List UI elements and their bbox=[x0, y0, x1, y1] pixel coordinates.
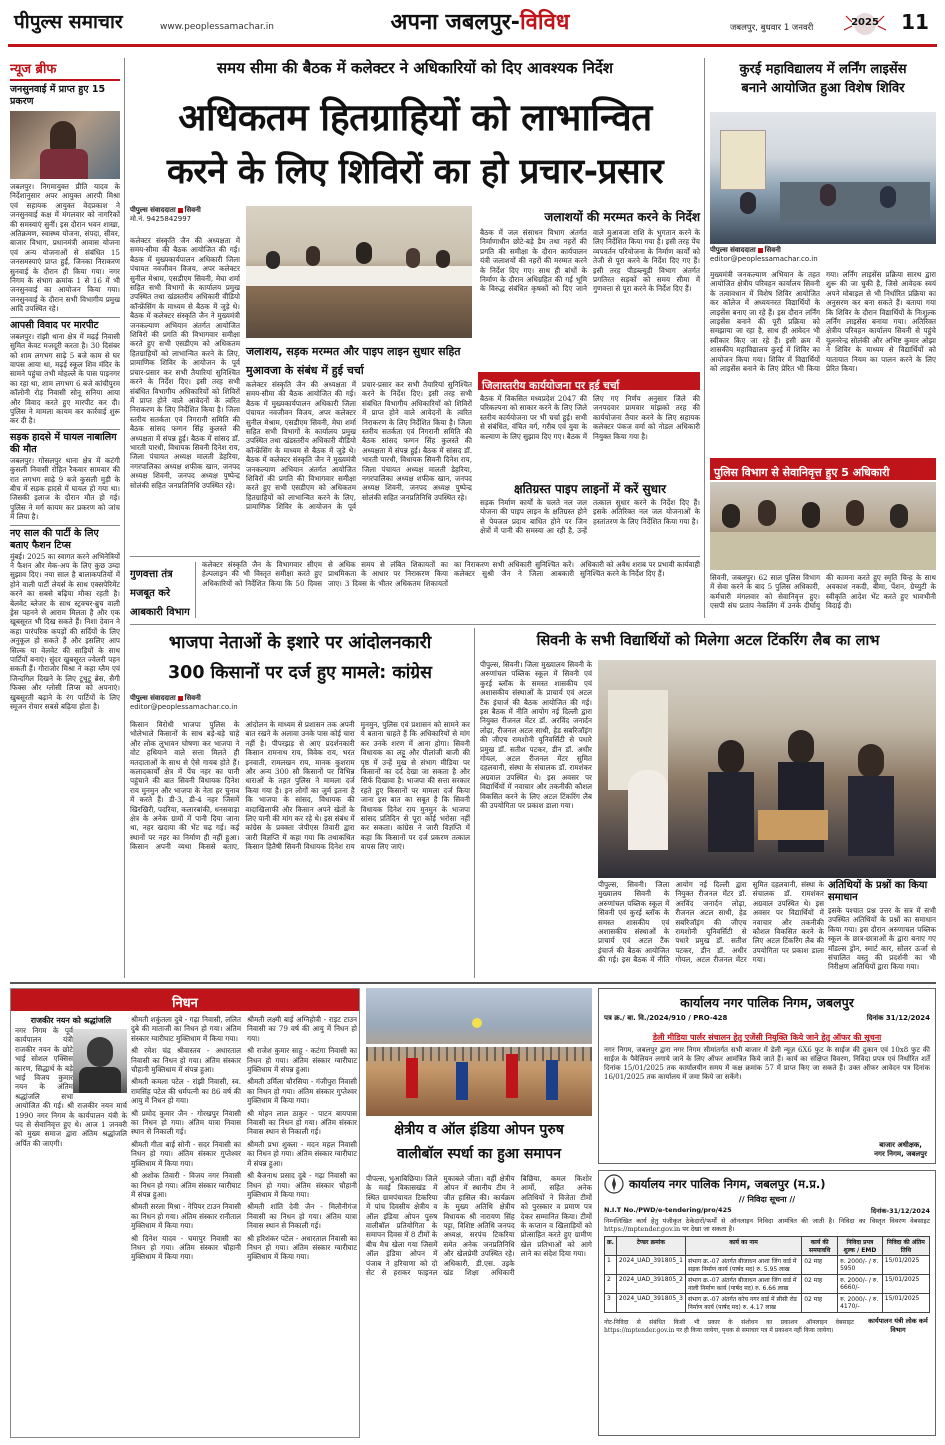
table-cell: 02 माह bbox=[802, 1275, 838, 1294]
bjp-byline-email: editor@peoplessamachar.co.in bbox=[130, 703, 238, 711]
tender-header: कार्य का नाम bbox=[686, 1237, 802, 1256]
notice-2-title: कार्यालय नगर पालिक निगम, जबलपुर (म.प्र.) bbox=[629, 1176, 826, 1191]
kurai-body: मुख्यमंत्री जनकल्याण अभियान के तहत आयोजित क्षेत्रीय परिवहन कार्यालय सिवनी के तत्वावधान में विशेष शिविर आयोजित कर कॉलेज में अध्ययनरत विद्यार्थियों के लाइसेंस बनाए जा रहे हैं। इस दौरान लर्निंग लाइसेंस बनाने की पूरी प्रक्रिया को समझाया जा रहा है, साथ ही आवेदन भी स्वीकार किए जा रहे हैं। इसी क्रम में शासकीय महाविद्यालय कुरई में शिविर का आयोजन किया गया। शिविर में विद्यार्थियों को लाइसेंस बनाने के लिए प्रेरित भी किया गया। लर्निंग लाइसेंस प्रक्रिया सारथ द्वारा शुरू की जा चुकी है, जिसे आवेदक स्वयं अपने मोबाइल से भी निर्धारित प्रक्रिया का अनुसरण कर बना सकते हैं। बताया गया कि शिविर के दौरान विद्यार्थियों के निःशुल्क लर्निंग लाइसेंस बनाया गया। अतिरिक्त क्षेत्रीय परिवहन कार्यालय सिवनी से पहुंचे यूलनरेन्द्र सोलंकी और अभिष्ट कुमार ओझा ने शिविर के माध्यम से विद्यार्थियों को यातायात नियम का पालन करने के लिए प्रेरित किया। bbox=[710, 270, 936, 374]
table-cell: रु. 2000/- / रु. 5950 bbox=[838, 1256, 883, 1275]
brief-3-body: जबलपुर। गोसलपुर थाना क्षेत्र में कटंगी कुसली निवासी रोहित रैकवार सामवार की रात लगभग साढ़े 9 बजे कुसली मुड़ी के बीच में सड़क हादसे में घायल हो गया था। जिसकी इलाज के दौरान मौत हो गई। पुलिस ने मर्ग कायम कर प्रकरण को जांच में लिया है। bbox=[10, 455, 120, 522]
table-cell: 2 bbox=[605, 1275, 617, 1294]
nidhan-entry: श्री बैजनाथ प्रसाद दुबे - गढ़ा निवासी का निधन हो गया। अंतिम संस्कार चौहानी मुक्तिधाम में किया गया। bbox=[247, 1171, 357, 1199]
notice-2 bbox=[598, 1170, 936, 1436]
section-rule-2 bbox=[130, 624, 936, 625]
police-headline: पुलिस विभाग से सेवानिवृत्त हुए 5 अधिकारी bbox=[714, 466, 890, 479]
table-row bbox=[605, 1275, 930, 1294]
atal-side bbox=[828, 880, 936, 978]
nidhan-entry: श्रीमती शांति देवी जैन - मिलौनीगंज निवासी का निधन हो गया। अंतिम यात्रा निवास स्थान से निकाली गई। bbox=[247, 1202, 357, 1231]
table-cell: 15/01/2025 bbox=[882, 1275, 929, 1294]
news-brief-tag: न्यूज ब्रीफ bbox=[10, 62, 57, 77]
bottom-kicker bbox=[130, 562, 196, 618]
notice-2-intro: निम्नलिखित कार्य हेतु पंजीकृत ठेकेदारों/फर्मों से ऑनलाइन निविदा आमंत्रित की जाती है। निविदा का विस्तृत विवरण वेबसाइट https://mptender.gov.in पर देखा जा सकता है। bbox=[604, 1217, 930, 1234]
volleyball-headline-line2: वालीबॉल स्पर्धा का हुआ समापन bbox=[396, 1146, 562, 1162]
nidhan-entry: श्रीमती गीता बाई सोनी - सदर निवासी का निधन हो गया। अंतिम संस्कार गुप्तेश्वर मुक्तिधाम में किया गया। bbox=[131, 1139, 241, 1168]
nidhan-lead-photo bbox=[73, 1029, 127, 1093]
volleyball-headline-line1: क्षेत्रीय व ऑल इंडिया ओपन पुरुष bbox=[394, 1122, 564, 1138]
bjp-body: किसान विरोधी भाजपा पुलिस के भोलेभाले किसानों के साथ बड़े-बड़े चाहे और लोक लुभावन घोषणा कर भाजपा ने वोट हथियाने वाले सत्ता मिलते ही मतदाताओं के साथ से ऐसे गायब होते हैं। कलादकार्यों क्षेत्र में पेंच नहर का पानी पहुंचाने की बात सिवनी विधायक दिनेश राय मुनमुन और भाजपा के नेता हर चुनाव में करते हैं। डी-3, डी-4 नहर जिसमें खिरखिरी, पदरिया, कलारबांकी, धनसवाड़ा क्षेत्र के अनेक ग्रामों में पानी दिया जाना था, नहर खदाया की भेंट चढ़ गई। कई स्थानों पर नहर का निर्माण ही नहीं हुआ। किसान अपनी व्यथा किससे बताए, आंदोलन के माध्यम से प्रशासन तक अपनी बात रखने के अलावा उनके पास कोई चारा नहीं है। पीपरझड़ से आए प्रदर्शनकारी किसान रामनाथ राय, विवेक राय, भरत इनवाती, रामलखन राय, मानक कुशराम और अन्य 300 सौ किसानों पर विभिन्न धाराओं के तहत पुलिस ने मामला दर्ज किया गया है। इन लोगों का जुर्म इतना है कि भाजपा के सांसद, विधायक की वादाखिलाफी और किसान अपने खेतों के लिए पानी की मांग कर रहे थे। इस संबंध में कांग्रेस के प्रवक्ता जेपीएस तिवारी द्वारा जारी विज्ञप्ति में कहा गया कि तथाकथित किसान हितैषी सिवनी विधायक दिनेश राय मुनमुन, पुलिस एवं प्रशासन को सामने कर ये बताना चाहते हैं कि अधिकारियों से मांग कर उनके शरण में आना होगा। सिवनी विधायक का लट्टू और पीलांजी बाजी की पृष्ठ में उन्हें मुख से संभाग मीडिया पर किसानों का दर्द देखा जा सकता है और सिर्फ दिखावा है। भाजपा की सत्ता सरकार रहते हुए किसानों पर मामला दर्ज किया जाना इस बात का सबूत है कि सिवनी विधायक दिनेश राय मुनमुन के भाजपा सांसद प्रतिदिन से पूरा कोई भरोसा नहीं कर सकता। कांग्रेस ने जारी विज्ञप्ति में कहा कि किसानों पर दर्ज प्रकरण तत्काल वापस लिए जाएं। bbox=[130, 720, 470, 852]
byline-phone: मो.नं. 9425842997 bbox=[130, 215, 192, 223]
kurai-headline bbox=[710, 60, 936, 110]
notice-1-sign2: नगर निगम, जबलपुर bbox=[874, 1150, 927, 1158]
main-bottom-rule bbox=[130, 556, 700, 557]
police-headline-bar bbox=[710, 458, 936, 480]
logo-text: पीपुल्स समाचार bbox=[14, 11, 123, 33]
notice-2-date: दिनांक-31/12/2024 bbox=[870, 1207, 930, 1215]
sub-head-1 bbox=[480, 206, 700, 228]
brief-2-headline: आपसी विवाद पर मारपीट bbox=[10, 317, 120, 332]
sub-head-1-text: जलाशयों की मरम्मत करने के निर्देश bbox=[544, 210, 700, 224]
bjp-headline bbox=[130, 628, 470, 692]
notice-2-sign: कार्यपालन यंत्री लोक कर्म विभाग bbox=[868, 1317, 928, 1335]
brief-1-body: जबलपुर। निगमायुक्त प्रीति यादव के निर्देशानुसार अपर आयुक्त आरपी मिश्रा एवं सहायक आयुक्त वेदप्रकाश ने जनसुनवाई कक्ष में मंगलवार को नागरिकों की समस्याएं सुनीं। इस दौरान भवन शाखा, अतिक्रमण, स्वास्थ्य योजना, संपदा, सीवर, बाजार विभाग, प्रधानमंत्री आवास योजना एवं अन्य योजनाओं से संबंधित 15 जनसमस्याएं प्राप्त हुईं, जिनका निराकरण सुनवाई के दौरान ही किया गया। नगर निगम के संभाग क्रमांक 1 से 16 में भी जनसुनवाई का आयोजन किया गया। जनसुनवाई के दौरान सभी विभागीय प्रमुख आदि उपस्थित रहे। bbox=[10, 182, 120, 314]
nidhan-entry: श्री हरिशंकर पटेल - अधारताल निवासी का निधन हो गया। अंतिम संस्कार ग्वारीघाट मुक्तिधाम में किया गया। bbox=[247, 1233, 357, 1262]
dateline: जबलपुर, बुधवार 1 जनवरी bbox=[730, 23, 814, 33]
table-cell: रु. 2000/- / रु. 4170/- bbox=[838, 1294, 883, 1313]
section-left: अपना जबलपुर- bbox=[390, 10, 520, 35]
volleyball-photo bbox=[366, 988, 592, 1116]
brief-1-photo bbox=[10, 111, 120, 179]
atal-body-col1: पीपुल्स, सिवनी। जिला मुख्यालय सिवनी के अरुणांचल पब्लिक स्कूल में सिवनी एवं कुरई ब्लॉक के समस्त शासकीय एवं अशासकीय संस्थाओं के प्राचार्य एवं अटल टैंक इंचार्ज की बैठक आयोजित की गई। इस बैठक में नीति आयोग नई दिल्ली द्वारा नियुक्त रीजनल मेंटर डॉ. अरविंद जनार्दन लोढ़ा, रीजनल अटल साथी, हेड सबरिजॉइंग की जीएच रामशोनी यूनिवर्सिटी से पधारे प्रमुख डॉ. सतीश पटकर, डीन डॉ. अधीर गोयल, अटल रीजनल मेंटर सुमित दहलवानी, संस्था के संचालक डॉ. रामशंकर अग्रवाल उपस्थित थे। इस अवसर पर विद्यार्थियों में नवाचार और तकनीकी कौशल विकसित करने के लिए अटल टिंकरिंग लैब की उपयोगिता पर प्रकाश डाला गया। bbox=[480, 660, 592, 811]
table-cell: 2024_UAD_391805_2 bbox=[616, 1275, 685, 1294]
kurai-byline bbox=[710, 246, 936, 270]
brief-4-body: मुंबई। 2025 का स्वागत करने अभिनेत्रियों ने फैशन और मेक-अप के लिए कुछ उम्दा सुझाव दिए। नया साल है बालाकपतियों में होने वाली पार्टी लेयर्स के साथ एक्सपेरिमेंट करने का सबसे बढ़िया मौका रहती है। बेलवेट ब्लेजर के साथ स्ट्रक्चर-ब्रुच वाली ड्रेस पहनने से आराम मिलता है और एक खूबसूरत भी दिख सकते हैं। निशा देवान ने कहा पारंपरिक कपड़ों की सर्दियों के लिए अनुकूल हो सकते हैं और इसलिए आप सिल्क या वेलवेट की साड़ियों के साथ पार्टियों बनाएं। सुंदर खुबसूरत ज्वेलरी पहन सकती हैं। गौराजोर मिश्रा ने कहा ग्लैम एवं जिन्दगिल दिखने के लिए टूथूटू ब्रेस, सैगी फिक्स और ग्लोसी लिप्स को अपनाएं। खुबसूरती बढ़ाने के रंग पार्टियों के लिए स्मूजन रोयार सबसे बढ़िया होता है। bbox=[10, 551, 120, 712]
website: www.peoplessamachar.in bbox=[160, 22, 274, 32]
volleyball-body: पीपल्स, भुआबिछिया। जिले के मवई विकासखंड में स्थित ग्रामपंचायत टिकरिया में पांच दिवसीय क्षेत्रीय व ऑल इंडिया ओपन पुरुष वालीबॉल प्रतियोगिता के समापन दिवस में 8 टीमों के बीच मैच खेला गया जिसमें ऑल इंडिया ओपन में पंजाब ने हरियाणा को दो सेट से हराकर फाइनल मुकाबले जीता। वहीं क्षेत्रीय ओपन में स्थानीय टीम ने जीत हासिल की। कार्यक्रम के मुख्य अतिथि क्षेत्रीय विधायक श्री नारायण सिंह पट्टा, विशिष्ट अतिथि जनपद अध्यक्ष, सरपंच टिकरिया समेत अनेक जनप्रतिनिधि और खेलप्रेमी उपस्थित रहे। अधिकारी, डी.एस. उइके खंड शिक्षा अधिकारी बिछिया, कमल किशोर आर्मो, सहित अनेक अतिथियों ने विजेता टीमों को पुरस्कार व प्रमाण पत्र देकर सम्मानित किया। टीमों के कप्तान व खिलाड़ियों को प्रोत्साहित करते हुए ग्रामीण खेल प्रतिभाओं को आगे लाने का संदेश दिया गया। bbox=[366, 1174, 592, 1278]
brief-2-body: जबलपुर। रांझी थाना क्षेत्र में मढ़ई निवासी सुमित केवट मजदूरी करता है। 30 दिसंबर को शाम लगभग साढ़े 5 बजे काम से घर वापस आया था, मढ़ई स्कूल शिव मंदिर के सामने पहुंचा तभी मोहल्ले के पास पाइनगर का रहा था, शाम लगभग 6 बजे कांचीपुरम कॉलोनी रोड़ निवासी सोनू सनिया आया और विवाद करते हुए मारपीट कर दी। पुलिस ने मामला कायम कर कार्रवाई शुरू कर दी है। bbox=[10, 331, 120, 426]
table-cell: 15/01/2025 bbox=[882, 1294, 929, 1313]
nidhan-entry: श्रीमती प्रभा शुक्ला - मदन महल निवासी का निधन हो गया। अंतिम संस्कार ग्वारीघाट में संपन्न हुआ। bbox=[247, 1139, 357, 1168]
nidhan-lead bbox=[15, 1015, 127, 1435]
main-byline bbox=[130, 206, 240, 236]
nidhan-entry: श्रीमती कमला पटेल - रांझी निवासी, स्व. रामसिंह पटेल की धर्मपत्नी का 86 वर्ष की आयु में निधन हो गया। bbox=[131, 1077, 241, 1106]
table-row bbox=[605, 1256, 930, 1275]
main-headline-line1: अधिकतम हितग्राहियों को लाभान्वित bbox=[178, 96, 652, 139]
sub-head-3-text: क्षतिग्रस्त पाइप लाइनों में करें सुधार bbox=[513, 482, 667, 496]
notice-1-date: दिनांक 31/12/2024 bbox=[866, 1014, 930, 1022]
main-kicker bbox=[130, 58, 700, 88]
tender-header-row bbox=[605, 1237, 930, 1256]
nidhan-lead-name: राजकीर नयन को श्रद्धांजलि bbox=[30, 1016, 112, 1025]
notice-1-subject: डेली मीडिया पार्लर संचालन हेतु एजेंसी नियुक्ति किये जाने हेतु ऑफर की सूचना bbox=[652, 1033, 882, 1042]
sub-head-2 bbox=[478, 372, 700, 390]
nidhan-title: निधन bbox=[172, 996, 198, 1011]
byline-city: सिवनी bbox=[184, 206, 201, 214]
sub-body-3: सड़क निर्माण कार्यों के चलते नल जल योजना की पाइप लाइन के क्षतिग्रस्त होने से पेयजल प्रदाय बाधित होने पर जिन क्षेत्रों में पानी की समस्या आ रही है, उन्हें तत्काल सुधार करने के निर्देश दिए हैं। इसके अतिरिक्त नल जल योजनाओं के हस्तांतरण के लिए निर्देशित किया गया है। bbox=[480, 498, 700, 536]
section-title bbox=[350, 6, 610, 38]
kurai-byline-city: सिवनी bbox=[764, 246, 781, 254]
kurai-byline-name: पीपुल्स संवाददाता bbox=[710, 246, 756, 254]
police-body: सिवनी, जबलपुर। 62 साल पुलिस विभाग में सेवा करने के बाद 5 पुलिस अधिकारी, कर्मचारी मंगलवार को सेवानिवृत्त हुए। एसपी संघ प्रताप नेकलिंग में उनके दीर्घायु की कामना करते हुए स्मृति चिन्ह के साथ अवकाश नकदी, बीमा, पेंशन, ग्रेच्युटी के स्वीकृति आदेश भेंट करते हुए भावभीनी विदाई दी। bbox=[710, 573, 936, 611]
atal-body-cont-text: पीपुल्स, सिवनी। जिला मुख्यालय सिवनी के अरुणांचल पब्लिक स्कूल में सिवनी एवं कुरई ब्लॉक के समस्त शासकीय एवं अशासकीय संस्थाओं के प्राचार्य एवं अटल टैंक इंचार्ज की बैठक आयोजित की गई। इस बैठक में नीति आयोग नई दिल्ली द्वारा नियुक्त रीजनल मेंटर डॉ. अरविंद जनार्दन लोढ़ा, रीजनल अटल साथी, हेड सबरिजॉइंग की जीएच रामशोनी यूनिवर्सिटी से पधारे प्रमुख डॉ. सतीश पटकर, डीन डॉ. अधीर गोयल, अटल रीजनल मेंटर सुमित दहलवानी, संस्था के संचालक डॉ. रामशंकर अग्रवाल उपस्थित थे। इस अवसर पर विद्यार्थियों में नवाचार और तकनीकी कौशल विकसित करने के लिए अटल टिंकरिंग लैब की उपयोगिता पर प्रकाश डाला गया। bbox=[598, 880, 824, 965]
bjp-byline-city: सिवनी bbox=[184, 694, 201, 702]
page-number-text: 11 bbox=[901, 10, 929, 34]
table-row bbox=[605, 1294, 930, 1313]
brief-3-headline: सड़क हादसे में घायल नाबालिग की मौत bbox=[10, 429, 120, 456]
column-rule-right bbox=[704, 58, 705, 618]
kurai-headline-line1: कुरई महाविद्यालय में लर्निंग लाइसेंस bbox=[739, 62, 907, 77]
bottom-kicker-text: गुणवत्ता तंत्र मजबूत करे आबकारी विभाग bbox=[130, 569, 190, 618]
emblem-icon bbox=[604, 1174, 624, 1194]
main-body-text: कलेक्टर संस्कृति जैन की अध्यक्षता में समय-सीमा की बैठक आयोजित की गई। बैठक में मुख्यकार्यपालन अधिकारी जिला पंचायत नवजीवन विजय, अपर कलेक्टर सुनील मेश्राम, एसडीएम सिवनी, मेघा शर्मा सहित सभी विभागों के कार्यालय प्रमुख उपस्थित तथा खंडस्तरीय अधिकारी वीडियो कॉन्फ्रेंसिंग के माध्यम से बैठक में जुड़े थे। बैठक में कलेक्टर संस्कृति जैन ने मुख्यमंत्री जनकल्याण अभियान अंतर्गत आयोजित शिविरों की प्रगति की विभागवार समीक्षा करते हुए सभी एसडीएम को अधिकतम हितग्राहियों को लाभान्वित करने के लिए, प्रामाणिक शिविर के आयोजन के पूर्व प्रचार-प्रसार कर सभी तैयारियां सुनिश्चित करने के निर्देश दिए। इसी तरह सभी संबंधित विभागीय अधिकारियों को शिविरों में प्राप्त होने वाले आवेदनों के त्वरित निराकरण के लिए निर्देशित किया है। जिला स्तरीय सतर्कता एवं निगरानी समिति की बैठक सांसद फग्गन सिंह कुलस्ते की अध्यक्षता में संपन्न हुई। बैठक में सांसद डॉ. भारती पारधी, विधायक सिवनी दिनेश राय, जिला पंचायत अध्यक्ष मालती डेहरिया, नगरपालिका अध्यक्ष शफीक खान, जनपद अध्यक्ष शिवनी, जनपद अध्यक्ष पुष्पेन्द्र सोलंकी सहित जनप्रतिनिधि उपस्थित रहे। bbox=[130, 236, 240, 490]
tender-header: क्र. bbox=[605, 1237, 617, 1256]
nidhan-entry: श्री दिनेश यादव - घमापुर निवासी का निधन हो गया। अंतिम संस्कार चौहानी मुक्तिधाम में किया गया। bbox=[131, 1233, 241, 1262]
section-right: विविध bbox=[519, 10, 570, 35]
table-cell: 2024_UAD_391805_3 bbox=[616, 1294, 685, 1313]
atal-body-cont bbox=[598, 880, 824, 978]
nidhan-lead-body: नगर निगम के पूर्व कार्यपालन यंत्री राजकीर नयन के छोटे भाई सोशल एक्सिस कारण, सिद्धार्थ के बड़े भाई विजय कुमार नयन के अंतिम श्रद्धांजलि सभा आयोजित की गई। श्री राजकीर नयन मार्च 1990 नगर निगम के कार्यपालन यंत्री के पद से सेवानिवृत्त हुए थे। आज 1 जनवरी को मुख्य समाज द्वारा अंतिम श्रद्धांजलि अर्पित की जाएगी। bbox=[15, 1026, 127, 1148]
notice-1 bbox=[598, 988, 936, 1164]
atal-side-body: इसके पश्चात प्रश्न उत्तर के सत्र में सभी उपस्थित अतिथियों के प्रश्नों का समाधान किया गया। इस दौरान अरुणाचल पब्लिक स्कूल के छात्र-छात्राओं के द्वारा बनाए गए मॉडल्स ड्रोन, स्मार्ट कार, सोलर ऊर्जा से संचालित वस्तु की प्रदर्शनी का भी निरीक्षण अतिथियों द्वारा किया गया। bbox=[828, 906, 936, 972]
notice-1-title: कार्यालय नगर पालिक निगम, जबलपुर bbox=[680, 995, 854, 1010]
column-rule bbox=[124, 58, 125, 978]
nidhan-entries bbox=[131, 1015, 357, 1435]
notice-2-nit: N.I.T No./PWD/e-tendering/pro/425 bbox=[604, 1206, 732, 1214]
main-body-cont bbox=[246, 380, 472, 540]
meeting-photo bbox=[246, 206, 472, 338]
tender-header: कार्य की समयावधि bbox=[802, 1237, 838, 1256]
tender-header: निविदा की अंतिम तिथि bbox=[882, 1237, 929, 1256]
table-cell: 15/01/2025 bbox=[882, 1256, 929, 1275]
police-photo bbox=[710, 482, 936, 570]
table-cell: 3 bbox=[605, 1294, 617, 1313]
table-cell: 1 bbox=[605, 1256, 617, 1275]
volleyball-headline bbox=[366, 1118, 592, 1170]
nidhan-entry: श्रीमती लक्ष्मी बाई अग्निहोत्री - राइट टाउन निवासी का 79 वर्ष की आयु में निधन हो गया। bbox=[247, 1015, 357, 1043]
nidhan-entry: श्री राजेश कुमार साहू - कटंगा निवासी का निधन हो गया। अंतिम संस्कार ग्वारीघाट मुक्तिधाम में संपन्न हुआ। bbox=[247, 1046, 357, 1075]
bottom-body: कलेक्टर संस्कृति जैन के विभागवार सीएम हेल्पलाइन की भी विस्तृत समीक्षा करते हुए अधिकारियों को निर्देशित किया कि 50 दिवस से अधिक समय से लंबित शिकायतों का प्राथमिकता के आधार पर निराकरण किया जाए। 3 दिवस के भीतर अधिकतम शिकायतों का निराकरण सभी अधिकारी सुनिश्चित करें। कलेक्टर सुश्री जैन ने जिला आबकारी अधिकारी को अवैध शराब पर प्रभावी कार्यवाही सुनिश्चित करने के निर्देश दिए हैं। bbox=[202, 560, 700, 588]
nidhan-entry: श्री प्रमोद कुमार जैन - गोरखपुर निवासी का निधन हो गया। अंतिम यात्रा निवास स्थान से निकाली गई। bbox=[131, 1108, 241, 1137]
kurai-byline-email: editor@peoplessamachar.co.in bbox=[710, 255, 818, 263]
kurai-headline-line2: बनाने आयोजित हुआ विशेष शिविर bbox=[741, 81, 905, 96]
column-rule-3 bbox=[474, 628, 475, 978]
nidhan-box bbox=[10, 988, 360, 1438]
notice-1-ref: पत्र क्र./ बा. वि./2024/910 / PRO-428 bbox=[604, 1014, 728, 1022]
nidhan-entry: श्रीमती शकुंतला दुबे - गढ़ा निवासी, ललित दुबे की माताजी का निधन हो गया। अंतिम संस्कार ग्वारीघाट मुक्तिधाम में किया गया। bbox=[131, 1015, 241, 1043]
brief-1-headline: जनसुनवाई में प्राप्त हुए 15 प्रकरण bbox=[10, 84, 106, 107]
section-rule-3 bbox=[10, 982, 936, 984]
table-cell: संभाग क्र.-07 अंतर्गत बीजाधन आशा जिंग वार्ड में नाली निर्माण कार्य (पार्षद मद) रु. 6.66 लाख bbox=[686, 1275, 802, 1294]
bjp-headline-line2: 300 किसानों पर दर्ज हुए मामले: कांग्रेस bbox=[167, 663, 432, 683]
table-cell: 02 माह bbox=[802, 1256, 838, 1275]
sub-head-3 bbox=[480, 478, 700, 496]
table-cell: रु. 2000/- / रु. 6660/- bbox=[838, 1275, 883, 1294]
tender-table bbox=[604, 1236, 930, 1313]
year-text: 2025 bbox=[851, 17, 879, 28]
nidhan-entry: श्री मोहन लाल ठाकुर - पाटन बायपास निवासी का निधन हो गया। अंतिम संस्कार निवास स्थान से निकाली गई। bbox=[247, 1108, 357, 1137]
table-cell: संभाग क्र.-07 अंतर्गत बीजाधन आशा जिंग वार्ड में सड़क निर्माण कार्य (पार्षद मद) रु. 5.95 लाख bbox=[686, 1256, 802, 1275]
bjp-byline-name: पीपुल्स संवाददाता bbox=[130, 694, 176, 702]
brief-4-headline: नए साल की पार्टी के लिए बताए फैशन टिप्स bbox=[10, 525, 120, 552]
main-kicker-text: समय सीमा की बैठक में कलेक्टर ने अधिकारियों को दिए आवश्यक निर्देश bbox=[217, 59, 613, 77]
atal-headline bbox=[480, 630, 936, 658]
table-cell: 02 माह bbox=[802, 1294, 838, 1313]
nidhan-entry: श्री रमेश चंद्र श्रीवास्तव - अधारताल निवासी का निधन हो गया। अंतिम संस्कार चौहानी मुक्तिधाम में संपन्न हुआ। bbox=[131, 1046, 241, 1075]
masthead-rule bbox=[8, 44, 937, 47]
page-number bbox=[897, 10, 933, 38]
notice-2-footer: नोट-निविदा से संबंधित किसी भी प्रकार के संशोधन का प्रकाशन ऑनलाइन वेबसाइट https://mptender.gov.in पर ही किया जायेगा, पृथक से समाचार पत्र में प्रकाशन नहीं किया जायेगा। bbox=[604, 1319, 854, 1334]
main-headline-2 bbox=[130, 146, 700, 200]
sub-body-1: बैठक में जल संसाधन विभाग अंतर्गत निर्माणाधीन छोटे-बड़े डैम तथा नहरों की प्रगति की समीक्षा के दौरान कार्यपालन यंत्री जलाशयों की नहरों की मरम्मत करने के निर्देश दिए गए। साथ ही बांधों के निर्माण के दौरान अधिग्रहित की गई भूमि के विरुद्ध संबंधित कृषकों को दिए जाने वाले मुआवजा राशि के भुगतान करने के लिए निर्देशित किया गया है। इसी तरह पेंच व्यपवर्तन परियोजना के निर्माण कार्यों को तेजी से पूरा करने के निर्देश दिए गए हैं। इसी तरह पीडब्ल्यूडी विभाग अंतर्गत प्रगतिरत सड़कों को समय सीमा में गुणवत्ता से पूरा करने के निर्देश दिए हैं। bbox=[480, 228, 700, 294]
sub-body-2: बैठक में विकसित मध्यप्रदेश 2047 की परिकल्पना को साकार करने के लिए जिले स्तरीय कार्ययोजना पर भी चर्चा हुई। सभी से संबंधित, वंचित वर्ग, गरीब एवं युवा के कल्याण के लिए सुझाव दिए गए। बैठक में लिए गए निर्णय अनुसार जिले की जनपदवार प्रामवार मांझको तरह की कार्ययोजना तैयार करने के लिए सहायक कलेक्टर पंकज वर्मा को नोडल अधिकारी नियुक्त किया गया है। bbox=[480, 394, 700, 441]
photo-caption bbox=[246, 340, 472, 376]
atal-headline-text: सिवनी के सभी विद्यार्थियों को मिलेगा अटल टिंकरिंग लैब का लाभ bbox=[536, 633, 880, 649]
masthead bbox=[0, 0, 945, 52]
table-cell: 2024_UAD_391805_1 bbox=[616, 1256, 685, 1275]
nidhan-entry: श्रीमती उर्मिला चौरसिया - गंजीपुरा निवासी का निधन हो गया। अंतिम संस्कार गुप्तेश्वर मुक्तिधाम में किया गया। bbox=[247, 1077, 357, 1106]
main-headline-line2: करने के लिए शिविरों का हो प्रचार-प्रसार bbox=[166, 152, 664, 192]
kurai-photo bbox=[710, 112, 936, 244]
byline-name: पीपुल्स संवाददाता bbox=[130, 206, 176, 214]
sub-head-2-text: जिलास्तरीय कार्ययोजना पर हुई चर्चा bbox=[482, 380, 620, 392]
year-badge bbox=[840, 12, 890, 36]
main-body-cont-text: कलेक्टर संस्कृति जैन की अध्यक्षता में समय-सीमा की बैठक आयोजित की गई। बैठक में मुख्यकार्यपालन अधिकारी जिला पंचायत नवजीवन विजय, अपर कलेक्टर सुनील मेश्राम, एसडीएम सिवनी, मेघा शर्मा सहित सभी विभागों के कार्यालय प्रमुख उपस्थित तथा खंडस्तरीय अधिकारी वीडियो कॉन्फ्रेंसिंग के माध्यम से बैठक में जुड़े थे। बैठक में कलेक्टर संस्कृति जैन ने मुख्यमंत्री जनकल्याण अभियान अंतर्गत आयोजित शिविरों की प्रगति की विभागवार समीक्षा करते हुए सभी एसडीएम को अधिकतम हितग्राहियों को लाभान्वित करने के लिए, प्रामाणिक शिविर के आयोजन के पूर्व प्रचार-प्रसार कर सभी तैयारियां सुनिश्चित करने के निर्देश दिए। इसी तरह सभी संबंधित विभागीय अधिकारियों को शिविरों में प्राप्त होने वाले आवेदनों के त्वरित निराकरण के लिए निर्देशित किया है। जिला स्तरीय सतर्कता एवं निगरानी समिति की बैठक सांसद फग्गन सिंह कुलस्ते की अध्यक्षता में संपन्न हुई। बैठक में सांसद डॉ. भारती पारधी, विधायक सिवनी दिनेश राय, जिला पंचायत अध्यक्ष मालती डेहरिया, नगरपालिका अध्यक्ष शफीक खान, जनपद अध्यक्ष शिवनी, जनपद अध्यक्ष पुष्पेन्द्र सोलंकी सहित जनप्रतिनिधि उपस्थित रहे। bbox=[246, 380, 472, 512]
notice-2-subtitle: // निविदा सूचना // bbox=[738, 1195, 796, 1204]
notice-1-body: नगर निगम, जबलपुर द्वारा नगर निगम सीमांतर्गत सभी बाजार में डेली न्यूज़ 6X6 फुट के साईज की दुकान एवं 10x8 फुट की साईज के पैवेलियन लगाये जाने के लिए ऑफर आमंत्रित किये जाते हैं। कार्य का संक्षिप्त विवरण, निविदा प्रपत्र एवं निर्धारित शर्तें दिनांक 15/01/2025 तक कार्यालयीन समय में कक्ष क्रमांक 57 में प्राप्त किए जा सकते हैं। उक्त ऑफर आवेदन पत्र दिनांक 16/01/2025 तक कार्यालय में जमा किये जा सकेंगे। bbox=[604, 1046, 930, 1081]
atal-photo bbox=[598, 660, 936, 878]
bjp-headline-line1: भाजपा नेताओं के इशारे पर आंदोलनकारी bbox=[168, 633, 432, 653]
nidhan-entry: श्री अशोक तिवारी - विजय नगर निवासी का निधन हो गया। अंतिम संस्कार ग्वारीघाट में संपन्न हुआ। bbox=[131, 1171, 241, 1199]
nidhan-entry: श्रीमती सरला मिश्रा - नेपियर टाउन निवासी का निधन हो गया। अंतिम संस्कार रानीताल मुक्तिधाम में किया गया। bbox=[131, 1202, 241, 1231]
notice-1-sign1: बाजार अधीक्षक, bbox=[879, 1141, 922, 1149]
masthead-logo bbox=[14, 8, 154, 34]
bjp-byline bbox=[130, 694, 240, 718]
table-cell: संभाग क्र.-07 अंतर्गत कोच नगर वार्ड में सीसी रोड निर्माण कार्य (पार्षद मद) रु. 4.17 लाख bbox=[686, 1294, 802, 1313]
tender-header: टेण्डर क्रमांक bbox=[616, 1237, 685, 1256]
tender-header: निविदा प्रपत्र शुल्क / EMD bbox=[838, 1237, 883, 1256]
news-brief-column bbox=[10, 58, 120, 712]
atal-side-head: अतिथियों के प्रश्नों का किया समाधान bbox=[828, 880, 928, 903]
main-body-col1 bbox=[130, 236, 240, 536]
main-headline-1 bbox=[130, 92, 700, 146]
photo-caption-text: जलाशय, सड़क मरम्मत और पाइप लाइन सुधार सहित मुआवजा के संबंध में हुई चर्चा bbox=[246, 345, 461, 377]
